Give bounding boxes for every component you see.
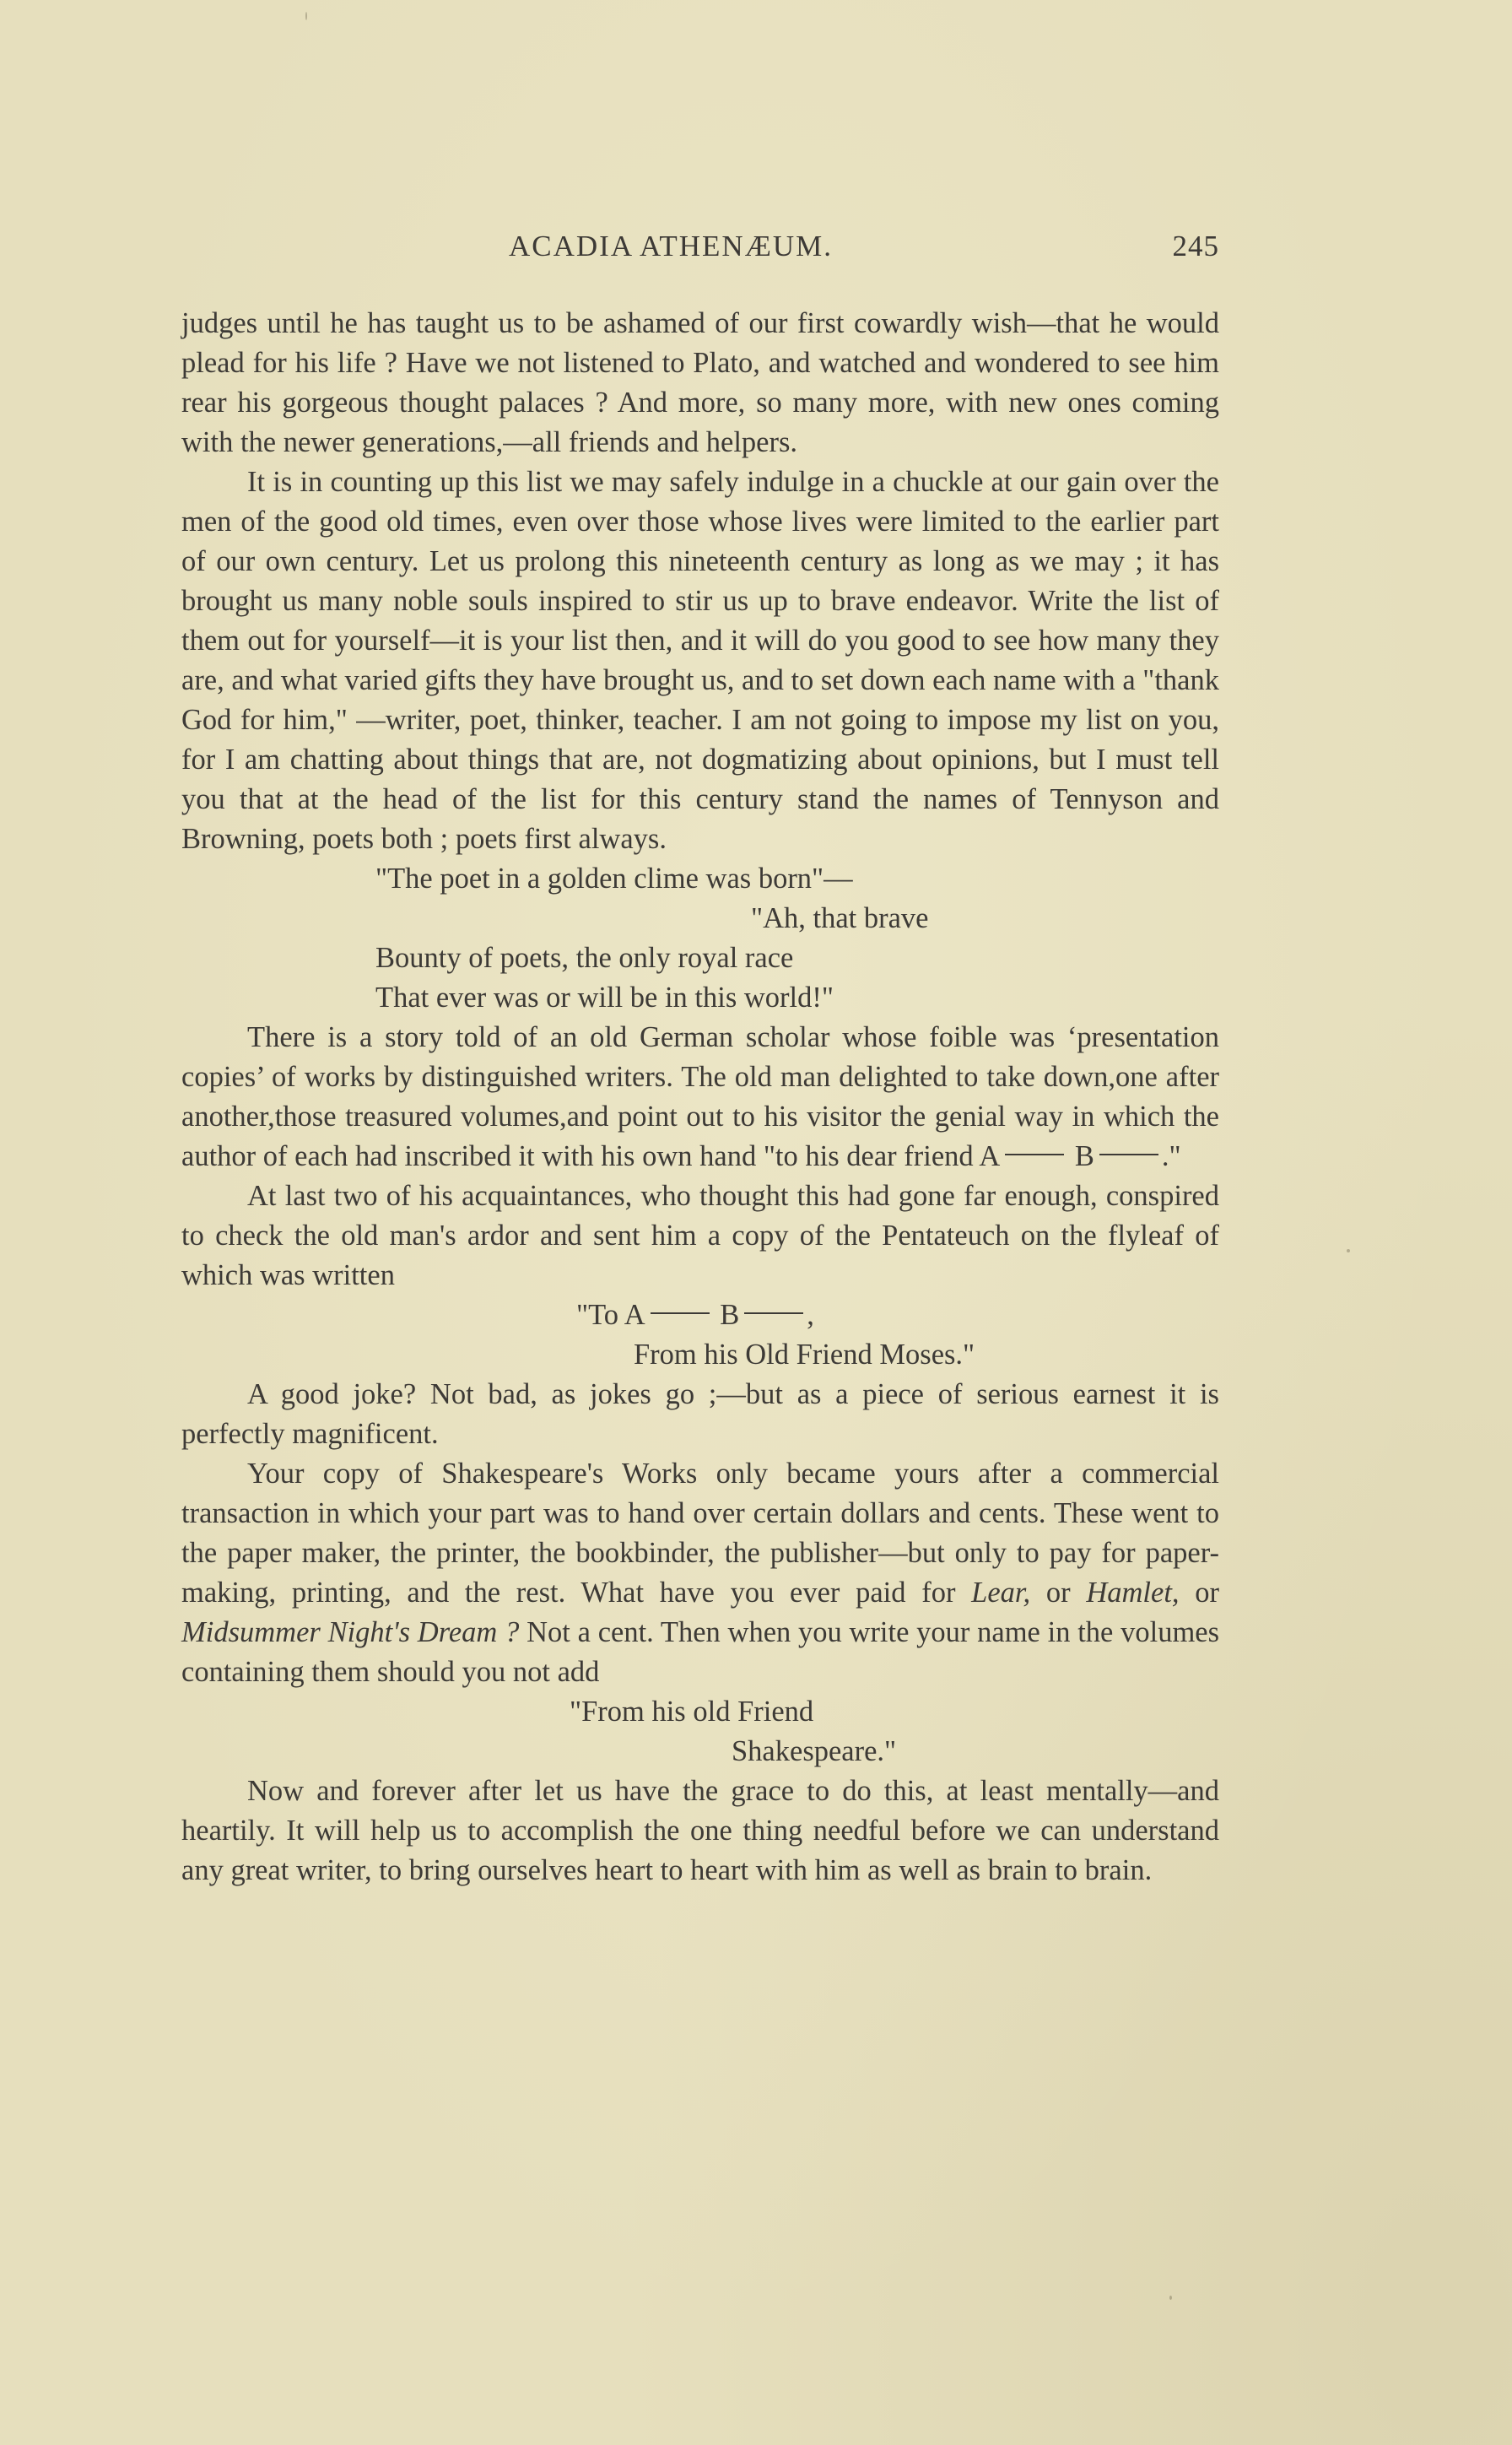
paragraph-3-initial: B [1074,1140,1094,1172]
verse-line-4: That ever was or will be in this world!" [375,982,834,1014]
inscription-line-1 [181,1296,1219,1335]
paragraph-3 [181,1018,1219,1177]
paragraph-7: Now and forever after let us have the grace to do this, at least mentally—and heartily. It will help us to accomplish the one thing needful before we can understand any great writer, to bring ourselves heart to heart with him as well as brain to brain. [181,1775,1219,1886]
inscription-to: "To A [576,1299,645,1331]
paper-speck [1347,1249,1350,1252]
paper-speck [1169,2296,1172,2300]
inscription-initial: B [720,1299,740,1331]
paper-speck [1139,1473,1142,1475]
page-number: 245 [1172,230,1219,262]
em-rule [744,1312,803,1314]
verse-line-1: "The poet in a golden clime was born"— [375,863,853,895]
paragraph-3-close: ." [1161,1140,1181,1172]
running-head [181,230,1219,272]
verse-line-3: Bounty of poets, the only royal race [375,942,794,974]
paragraph-4: At last two of his acquaintances, who thought this had gone far enough, conspired to check the old man's ardor and sent him a copy of the Pentateuch on the flyleaf of which was written [181,1180,1219,1291]
em-rule [651,1312,710,1314]
paragraph-6-text-end: Not a cent. Then when you write your name in the volumes containing them should you not add [181,1616,1220,1688]
title-midsummer: Midsummer Night's Dream ? [181,1616,520,1648]
em-rule [1099,1154,1158,1155]
inscription-line-1: "From his old Friend [570,1696,814,1728]
paragraph-6-text: Your copy of Shakespeare's Works only became yours after a commercial transaction in which your part was to hand over certain dollars and cents. These went to the paper maker, the printer, the bookbinder, the publisher—but only to pay for paper-making, printing, and the rest. What have you ever paid for [181,1458,1219,1609]
inscription-line-2: Shakespeare." [732,1735,897,1767]
conjunction: or [1195,1577,1220,1609]
paragraph-5: A good joke? Not bad, as jokes go ;—but as a piece of serious earnest it is perfectly magnificent. [181,1378,1219,1450]
em-rule [1005,1154,1064,1155]
paragraph-3-text: There is a story told of an old German scholar whose foible was ‘presentation copies’ of works by distinguished writers. The old man delighted to take down,one after another,those treasured volumes,and point out to his visitor the genial way in which the author of each had inscribed it with his own hand "to his dear friend A [181,1021,1219,1172]
paragraph-1: judges until he has taught us to be ashamed of our first cowardly wish—that he would plead for his life ? Have we not listened to Plato, and watched and wondered to see him rear his gorgeous thought palaces ? And more, so many more, with new ones coming with the newer generations,—all friends and helpers. [181,307,1219,458]
paragraph-2: It is in counting up this list we may safely indulge in a chuckle at our gain over the men of the good old times, even over those whose lives were limited to the earlier part of our own century. Let us prolong this nineteenth century as long as we may ; it has brought us many noble souls inspired to stir us up to brave endeavor. Write the list of them out for yourself—it is your list then, and it will do you good to see how many they are, and what varied gifts they have brought us, and to set down each name with a "thank God for him," —writer, poet, thinker, teacher. I am not going to impose my list on you, for I am chatting about things that are, not dogmatizing about opinions, but I must tell you that at the head of the list for this century stand the names of Tennyson and Browning, poets both ; poets first always. [181,466,1219,855]
verse-line-2: "Ah, that brave [751,902,929,934]
title-hamlet: Hamlet, [1086,1577,1180,1609]
conjunction: or [1045,1577,1071,1609]
verse-quotation-1 [181,859,1219,1018]
paragraph-6 [181,1454,1219,1692]
title-lear: Lear, [971,1577,1031,1609]
paper-speck [305,12,307,20]
journal-title: ACADIA ATHENÆUM. [509,230,833,262]
inscription-shakespeare [181,1692,1219,1772]
inscription-line-2: From his Old Friend Moses." [634,1339,975,1371]
inscription-comma: , [807,1299,814,1331]
inscription-moses [181,1296,1219,1375]
page-body [181,304,1219,1891]
